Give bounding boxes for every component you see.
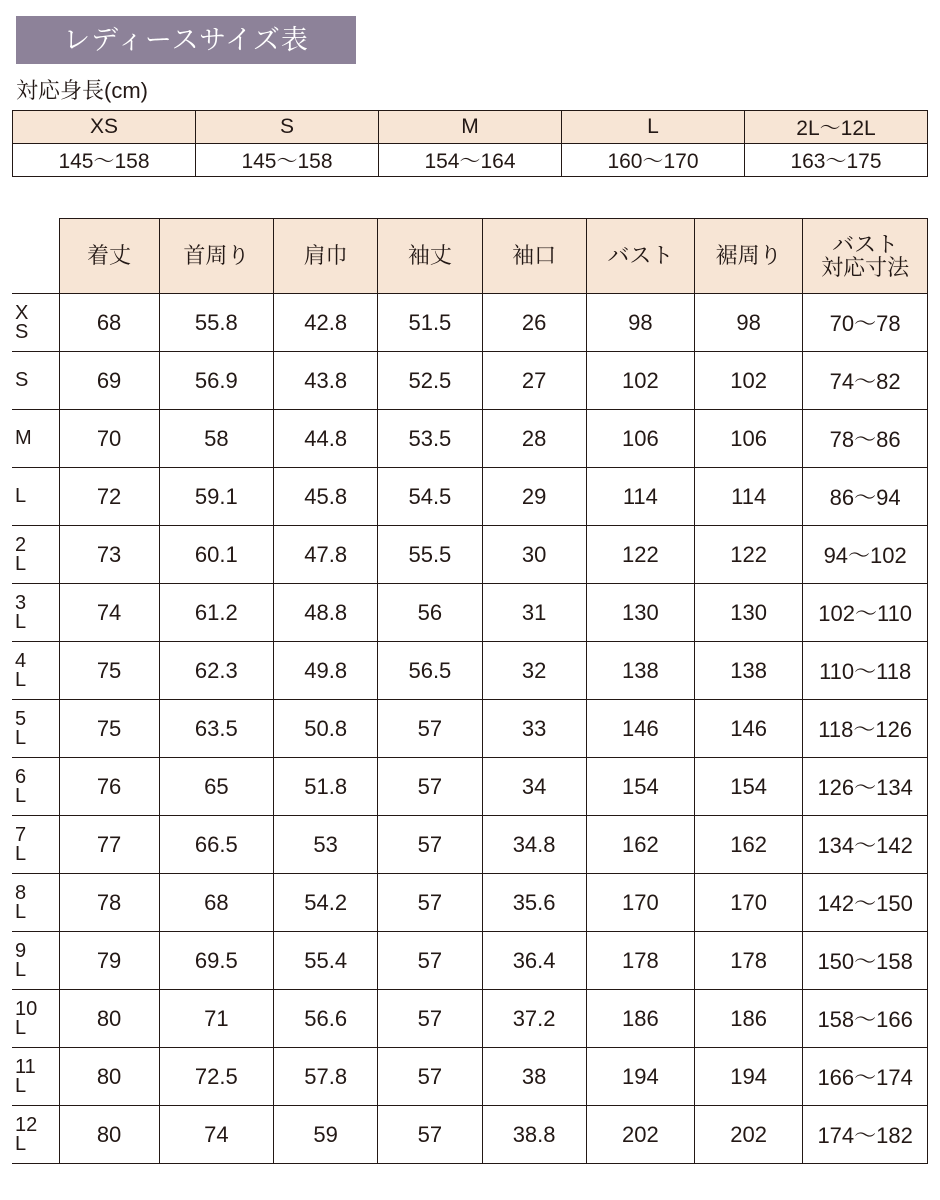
table-cell: 102 <box>586 352 694 410</box>
table-cell: 36.4 <box>482 932 586 990</box>
page-title: レディースサイズ表 <box>63 24 309 55</box>
table-cell: 138 <box>695 642 803 700</box>
table-cell: 154 <box>586 758 694 816</box>
table-cell: 57 <box>378 758 482 816</box>
table-cell: 162 <box>586 816 694 874</box>
row-size-line1: 9 <box>15 939 27 962</box>
table-cell: 118～126 <box>803 700 928 758</box>
height-size-xs: XS <box>13 111 196 144</box>
table-row <box>12 874 928 932</box>
table-cell: 57.8 <box>274 1048 378 1106</box>
table-cell: 61.2 <box>159 584 273 642</box>
table-cell: 73 <box>59 526 159 584</box>
table-cell: 158～166 <box>803 990 928 1048</box>
height-table-value-row <box>13 144 928 177</box>
table-cell: 75 <box>59 642 159 700</box>
height-range-xs: 145～158 <box>13 144 196 177</box>
table-cell: 150～158 <box>803 932 928 990</box>
table-cell: 57 <box>378 874 482 932</box>
row-size-line1: 2 <box>15 533 27 556</box>
table-cell: 80 <box>59 1106 159 1164</box>
col-header-bust-fit <box>803 219 928 294</box>
table-cell: 27 <box>482 352 586 410</box>
table-row <box>12 468 928 526</box>
table-cell: 57 <box>378 1048 482 1106</box>
table-cell: 86～94 <box>803 468 928 526</box>
table-cell: 57 <box>378 990 482 1048</box>
height-range-m: 154～164 <box>379 144 562 177</box>
table-cell: 186 <box>695 990 803 1048</box>
row-size-line1: 10 <box>15 997 38 1020</box>
table-cell: 33 <box>482 700 586 758</box>
row-size-line2: L <box>15 1016 27 1039</box>
table-cell: 53 <box>274 816 378 874</box>
table-cell: 54.5 <box>378 468 482 526</box>
row-size-line1: 11 <box>15 1055 36 1078</box>
table-cell: 56.9 <box>159 352 273 410</box>
table-cell: 72.5 <box>159 1048 273 1106</box>
row-size-line1: 3 <box>15 591 27 614</box>
table-row <box>12 642 928 700</box>
table-row <box>12 758 928 816</box>
table-cell: 62.3 <box>159 642 273 700</box>
row-size-line1: X <box>15 301 29 324</box>
row-size-line1: 5 <box>15 707 27 730</box>
table-cell: 76 <box>59 758 159 816</box>
table-cell: 174～182 <box>803 1106 928 1164</box>
table-row <box>12 526 928 584</box>
table-cell: 77 <box>59 816 159 874</box>
table-cell: 59 <box>274 1106 378 1164</box>
table-cell: 202 <box>586 1106 694 1164</box>
row-size-line1: 7 <box>15 823 27 846</box>
height-size-s: S <box>196 111 379 144</box>
table-cell: 75 <box>59 700 159 758</box>
height-section-heading: 対応身長(cm) <box>16 78 148 103</box>
row-size-label <box>12 990 59 1048</box>
col-header-cuff: 袖口 <box>482 219 586 294</box>
table-cell: 154 <box>695 758 803 816</box>
table-cell: 80 <box>59 1048 159 1106</box>
table-cell: 57 <box>378 932 482 990</box>
table-cell: 162 <box>695 816 803 874</box>
table-cell: 122 <box>586 526 694 584</box>
table-cell: 51.8 <box>274 758 378 816</box>
table-cell: 69.5 <box>159 932 273 990</box>
table-cell: 72 <box>59 468 159 526</box>
table-cell: 178 <box>695 932 803 990</box>
table-cell: 58 <box>159 410 273 468</box>
table-cell: 142～150 <box>803 874 928 932</box>
table-row <box>12 932 928 990</box>
table-cell: 70 <box>59 410 159 468</box>
row-size-label <box>12 758 59 816</box>
table-cell: 202 <box>695 1106 803 1164</box>
table-cell: 170 <box>695 874 803 932</box>
table-cell: 65 <box>159 758 273 816</box>
table-row <box>12 294 928 352</box>
row-size-label <box>12 294 59 352</box>
table-cell: 194 <box>586 1048 694 1106</box>
measurement-table <box>12 218 928 1164</box>
table-cell: 178 <box>586 932 694 990</box>
table-cell: 55.4 <box>274 932 378 990</box>
table-cell: 43.8 <box>274 352 378 410</box>
table-cell: 134～142 <box>803 816 928 874</box>
table-cell: 57 <box>378 1106 482 1164</box>
row-size-label <box>12 700 59 758</box>
table-cell: 94～102 <box>803 526 928 584</box>
row-size-line2: L <box>15 900 27 923</box>
table-row <box>12 1048 928 1106</box>
col-header-sleeve-length: 袖丈 <box>378 219 482 294</box>
table-cell: 98 <box>695 294 803 352</box>
height-size-2l-12l: 2L～12L <box>745 111 928 144</box>
table-cell: 26 <box>482 294 586 352</box>
table-row <box>12 1106 928 1164</box>
row-size-label <box>12 816 59 874</box>
height-size-l: L <box>562 111 745 144</box>
row-size-label <box>12 584 59 642</box>
height-range-l: 160～170 <box>562 144 745 177</box>
table-cell: 32 <box>482 642 586 700</box>
table-cell: 44.8 <box>274 410 378 468</box>
row-size-label <box>12 1048 59 1106</box>
table-cell: 50.8 <box>274 700 378 758</box>
table-cell: 74～82 <box>803 352 928 410</box>
table-cell: 47.8 <box>274 526 378 584</box>
height-range-2l-12l: 163～175 <box>745 144 928 177</box>
table-cell: 98 <box>586 294 694 352</box>
row-size-label <box>12 526 59 584</box>
col-header-bust: バスト <box>586 219 694 294</box>
table-cell: 34 <box>482 758 586 816</box>
row-size-line2: L <box>15 552 27 575</box>
table-cell: 34.8 <box>482 816 586 874</box>
table-cell: 38.8 <box>482 1106 586 1164</box>
row-size-line2: L <box>15 668 27 691</box>
table-cell: 80 <box>59 990 159 1048</box>
table-cell: 57 <box>378 816 482 874</box>
table-cell: 51.5 <box>378 294 482 352</box>
table-cell: 146 <box>695 700 803 758</box>
table-cell: 138 <box>586 642 694 700</box>
table-cell: 38 <box>482 1048 586 1106</box>
table-cell: 102 <box>695 352 803 410</box>
table-row <box>12 352 928 410</box>
table-cell: 146 <box>586 700 694 758</box>
table-cell: 78～86 <box>803 410 928 468</box>
row-size-line1: M <box>15 427 32 449</box>
table-cell: 29 <box>482 468 586 526</box>
table-cell: 166～174 <box>803 1048 928 1106</box>
row-size-label <box>12 410 59 468</box>
table-cell: 60.1 <box>159 526 273 584</box>
height-range-table <box>12 110 928 177</box>
table-cell: 71 <box>159 990 273 1048</box>
table-cell: 53.5 <box>378 410 482 468</box>
row-size-label <box>12 1106 59 1164</box>
table-cell: 63.5 <box>159 700 273 758</box>
row-size-line2: L <box>15 1132 27 1155</box>
table-cell: 74 <box>59 584 159 642</box>
row-size-line2: L <box>15 1074 27 1097</box>
table-cell: 74 <box>159 1106 273 1164</box>
table-cell: 68 <box>159 874 273 932</box>
table-cell: 45.8 <box>274 468 378 526</box>
measurement-header-row <box>12 219 928 294</box>
table-cell: 37.2 <box>482 990 586 1048</box>
table-cell: 68 <box>59 294 159 352</box>
row-size-line2: L <box>15 842 27 865</box>
row-size-line2: L <box>15 958 27 981</box>
row-size-label <box>12 352 59 410</box>
table-cell: 122 <box>695 526 803 584</box>
table-cell: 126～134 <box>803 758 928 816</box>
row-size-line1: 4 <box>15 649 27 672</box>
table-cell: 106 <box>695 410 803 468</box>
table-cell: 70～78 <box>803 294 928 352</box>
col-header-hem: 裾周り <box>695 219 803 294</box>
table-cell: 54.2 <box>274 874 378 932</box>
table-cell: 57 <box>378 700 482 758</box>
table-row <box>12 584 928 642</box>
table-cell: 49.8 <box>274 642 378 700</box>
table-cell: 194 <box>695 1048 803 1106</box>
size-column-corner <box>12 219 59 294</box>
row-size-line2: L <box>15 784 27 807</box>
row-size-line1: S <box>15 369 29 391</box>
col-header-length: 着丈 <box>59 219 159 294</box>
table-cell: 31 <box>482 584 586 642</box>
table-cell: 114 <box>695 468 803 526</box>
row-size-line2: L <box>15 610 27 633</box>
table-cell: 52.5 <box>378 352 482 410</box>
table-cell: 130 <box>586 584 694 642</box>
table-cell: 42.8 <box>274 294 378 352</box>
table-cell: 55.8 <box>159 294 273 352</box>
table-cell: 78 <box>59 874 159 932</box>
row-size-line1: L <box>15 485 27 507</box>
table-cell: 28 <box>482 410 586 468</box>
table-cell: 30 <box>482 526 586 584</box>
col-header-bust-fit-line2: 対応寸法 <box>821 255 910 280</box>
row-size-label <box>12 932 59 990</box>
table-row <box>12 990 928 1048</box>
table-row <box>12 410 928 468</box>
table-cell: 69 <box>59 352 159 410</box>
title-banner <box>16 16 356 64</box>
table-cell: 102～110 <box>803 584 928 642</box>
table-cell: 35.6 <box>482 874 586 932</box>
row-size-label <box>12 642 59 700</box>
table-cell: 130 <box>695 584 803 642</box>
measurement-body <box>12 294 928 1164</box>
col-header-neck: 首周り <box>159 219 273 294</box>
table-cell: 170 <box>586 874 694 932</box>
col-header-bust-fit-line1: バスト <box>832 231 899 257</box>
table-cell: 56.5 <box>378 642 482 700</box>
table-cell: 59.1 <box>159 468 273 526</box>
row-size-line1: 8 <box>15 881 27 904</box>
row-size-line2: S <box>15 320 29 343</box>
table-cell: 79 <box>59 932 159 990</box>
table-cell: 48.8 <box>274 584 378 642</box>
row-size-line2: L <box>15 726 27 749</box>
table-row <box>12 816 928 874</box>
height-table-header-row <box>13 111 928 144</box>
table-cell: 55.5 <box>378 526 482 584</box>
table-cell: 56 <box>378 584 482 642</box>
table-cell: 114 <box>586 468 694 526</box>
height-size-m: M <box>379 111 562 144</box>
col-header-shoulder: 肩巾 <box>274 219 378 294</box>
table-cell: 56.6 <box>274 990 378 1048</box>
row-size-label <box>12 468 59 526</box>
row-size-label <box>12 874 59 932</box>
height-range-s: 145～158 <box>196 144 379 177</box>
table-cell: 66.5 <box>159 816 273 874</box>
table-cell: 110～118 <box>803 642 928 700</box>
row-size-line1: 12 <box>15 1113 38 1136</box>
table-row <box>12 700 928 758</box>
table-cell: 106 <box>586 410 694 468</box>
table-cell: 186 <box>586 990 694 1048</box>
row-size-line1: 6 <box>15 765 27 788</box>
